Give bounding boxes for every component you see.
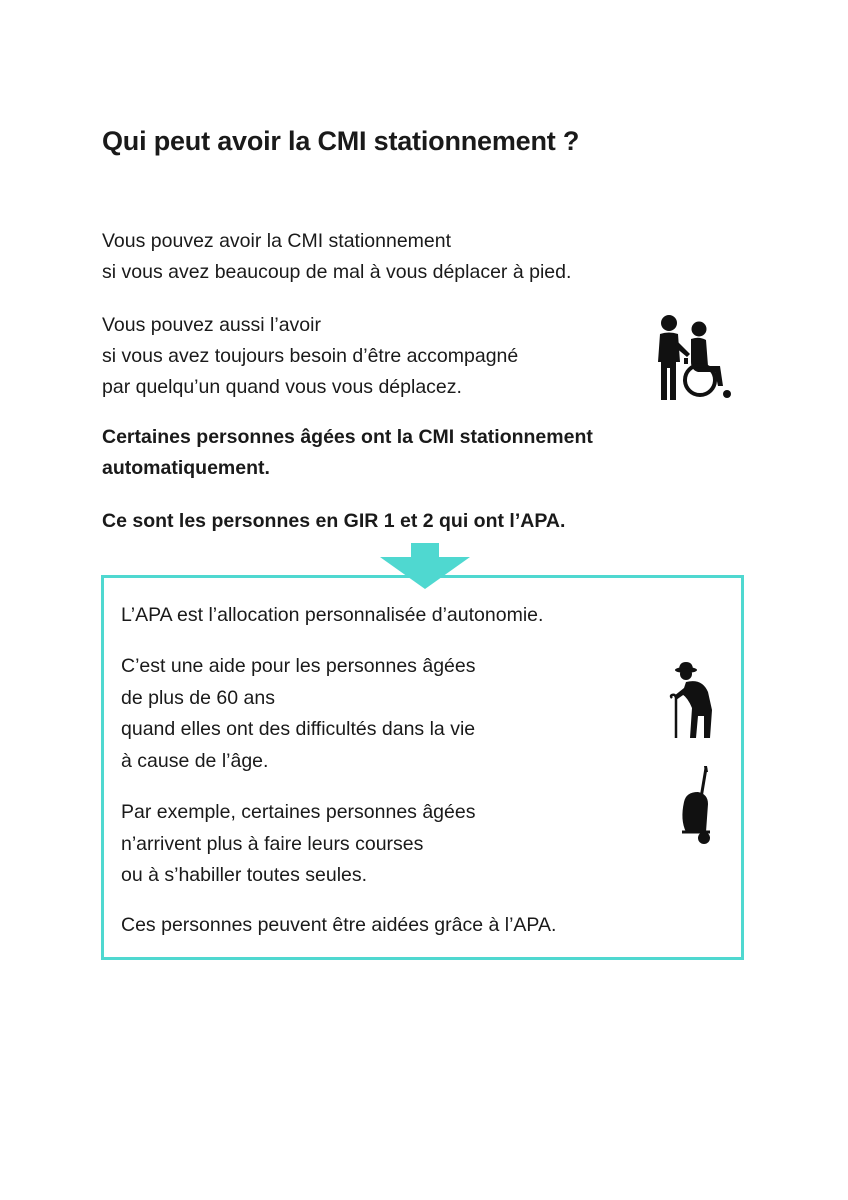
apa-help-paragraph <box>121 910 556 942</box>
elderly-person-cane-icon <box>668 660 724 740</box>
apa-definition-paragraph <box>121 600 543 632</box>
shopping-trolley-icon <box>674 762 720 846</box>
text-line: par quelqu’un quand vous vous déplacez. <box>102 376 462 398</box>
text-line: si vous avez toujours besoin d’être accompagné <box>102 345 519 367</box>
examples-paragraph <box>121 797 475 892</box>
text-line: ou à s’habiller toutes seules. <box>121 864 368 886</box>
apa-description-paragraph <box>121 651 476 777</box>
text-line: Par exemple, certaines personnes âgées <box>121 801 476 823</box>
intro-paragraph-accompanied <box>102 310 518 403</box>
text-line: Vous pouvez aussi l’avoir <box>102 314 321 336</box>
text-line: n’arrivent plus à faire leurs courses <box>121 832 424 855</box>
text-line: C’est une aide pour les personnes âgées <box>121 655 476 677</box>
text-line: Vous pouvez avoir la CMI stationnement <box>102 230 452 252</box>
text-line: de plus de 60 ans <box>121 686 275 709</box>
text-line: Ce sont les personnes en GIR 1 et 2 qui ont l’APA. <box>102 510 566 532</box>
intro-paragraph-walking <box>102 226 571 288</box>
text-line: Certaines personnes âgées ont la CMI stationnement <box>102 426 593 448</box>
text-line: quand elles ont des difficultés dans la vie <box>121 718 476 740</box>
automatic-eligibility-paragraph <box>102 422 593 484</box>
wheelchair-assist-icon <box>656 314 736 402</box>
arrow-down-icon <box>380 543 470 589</box>
text-line: L’APA est l’allocation personnalisée d’autonomie. <box>121 604 544 626</box>
text-line: si vous avez beaucoup de mal à vous déplacer à pied. <box>102 261 572 283</box>
text-line: Ces personnes peuvent être aidées grâce à l’APA. <box>121 914 557 936</box>
text-line: automatiquement. <box>102 457 270 479</box>
text-line: à cause de l’âge. <box>121 749 269 772</box>
page-title: Qui peut avoir la CMI stationnement ? <box>102 126 580 156</box>
gir-apa-paragraph <box>102 506 565 537</box>
